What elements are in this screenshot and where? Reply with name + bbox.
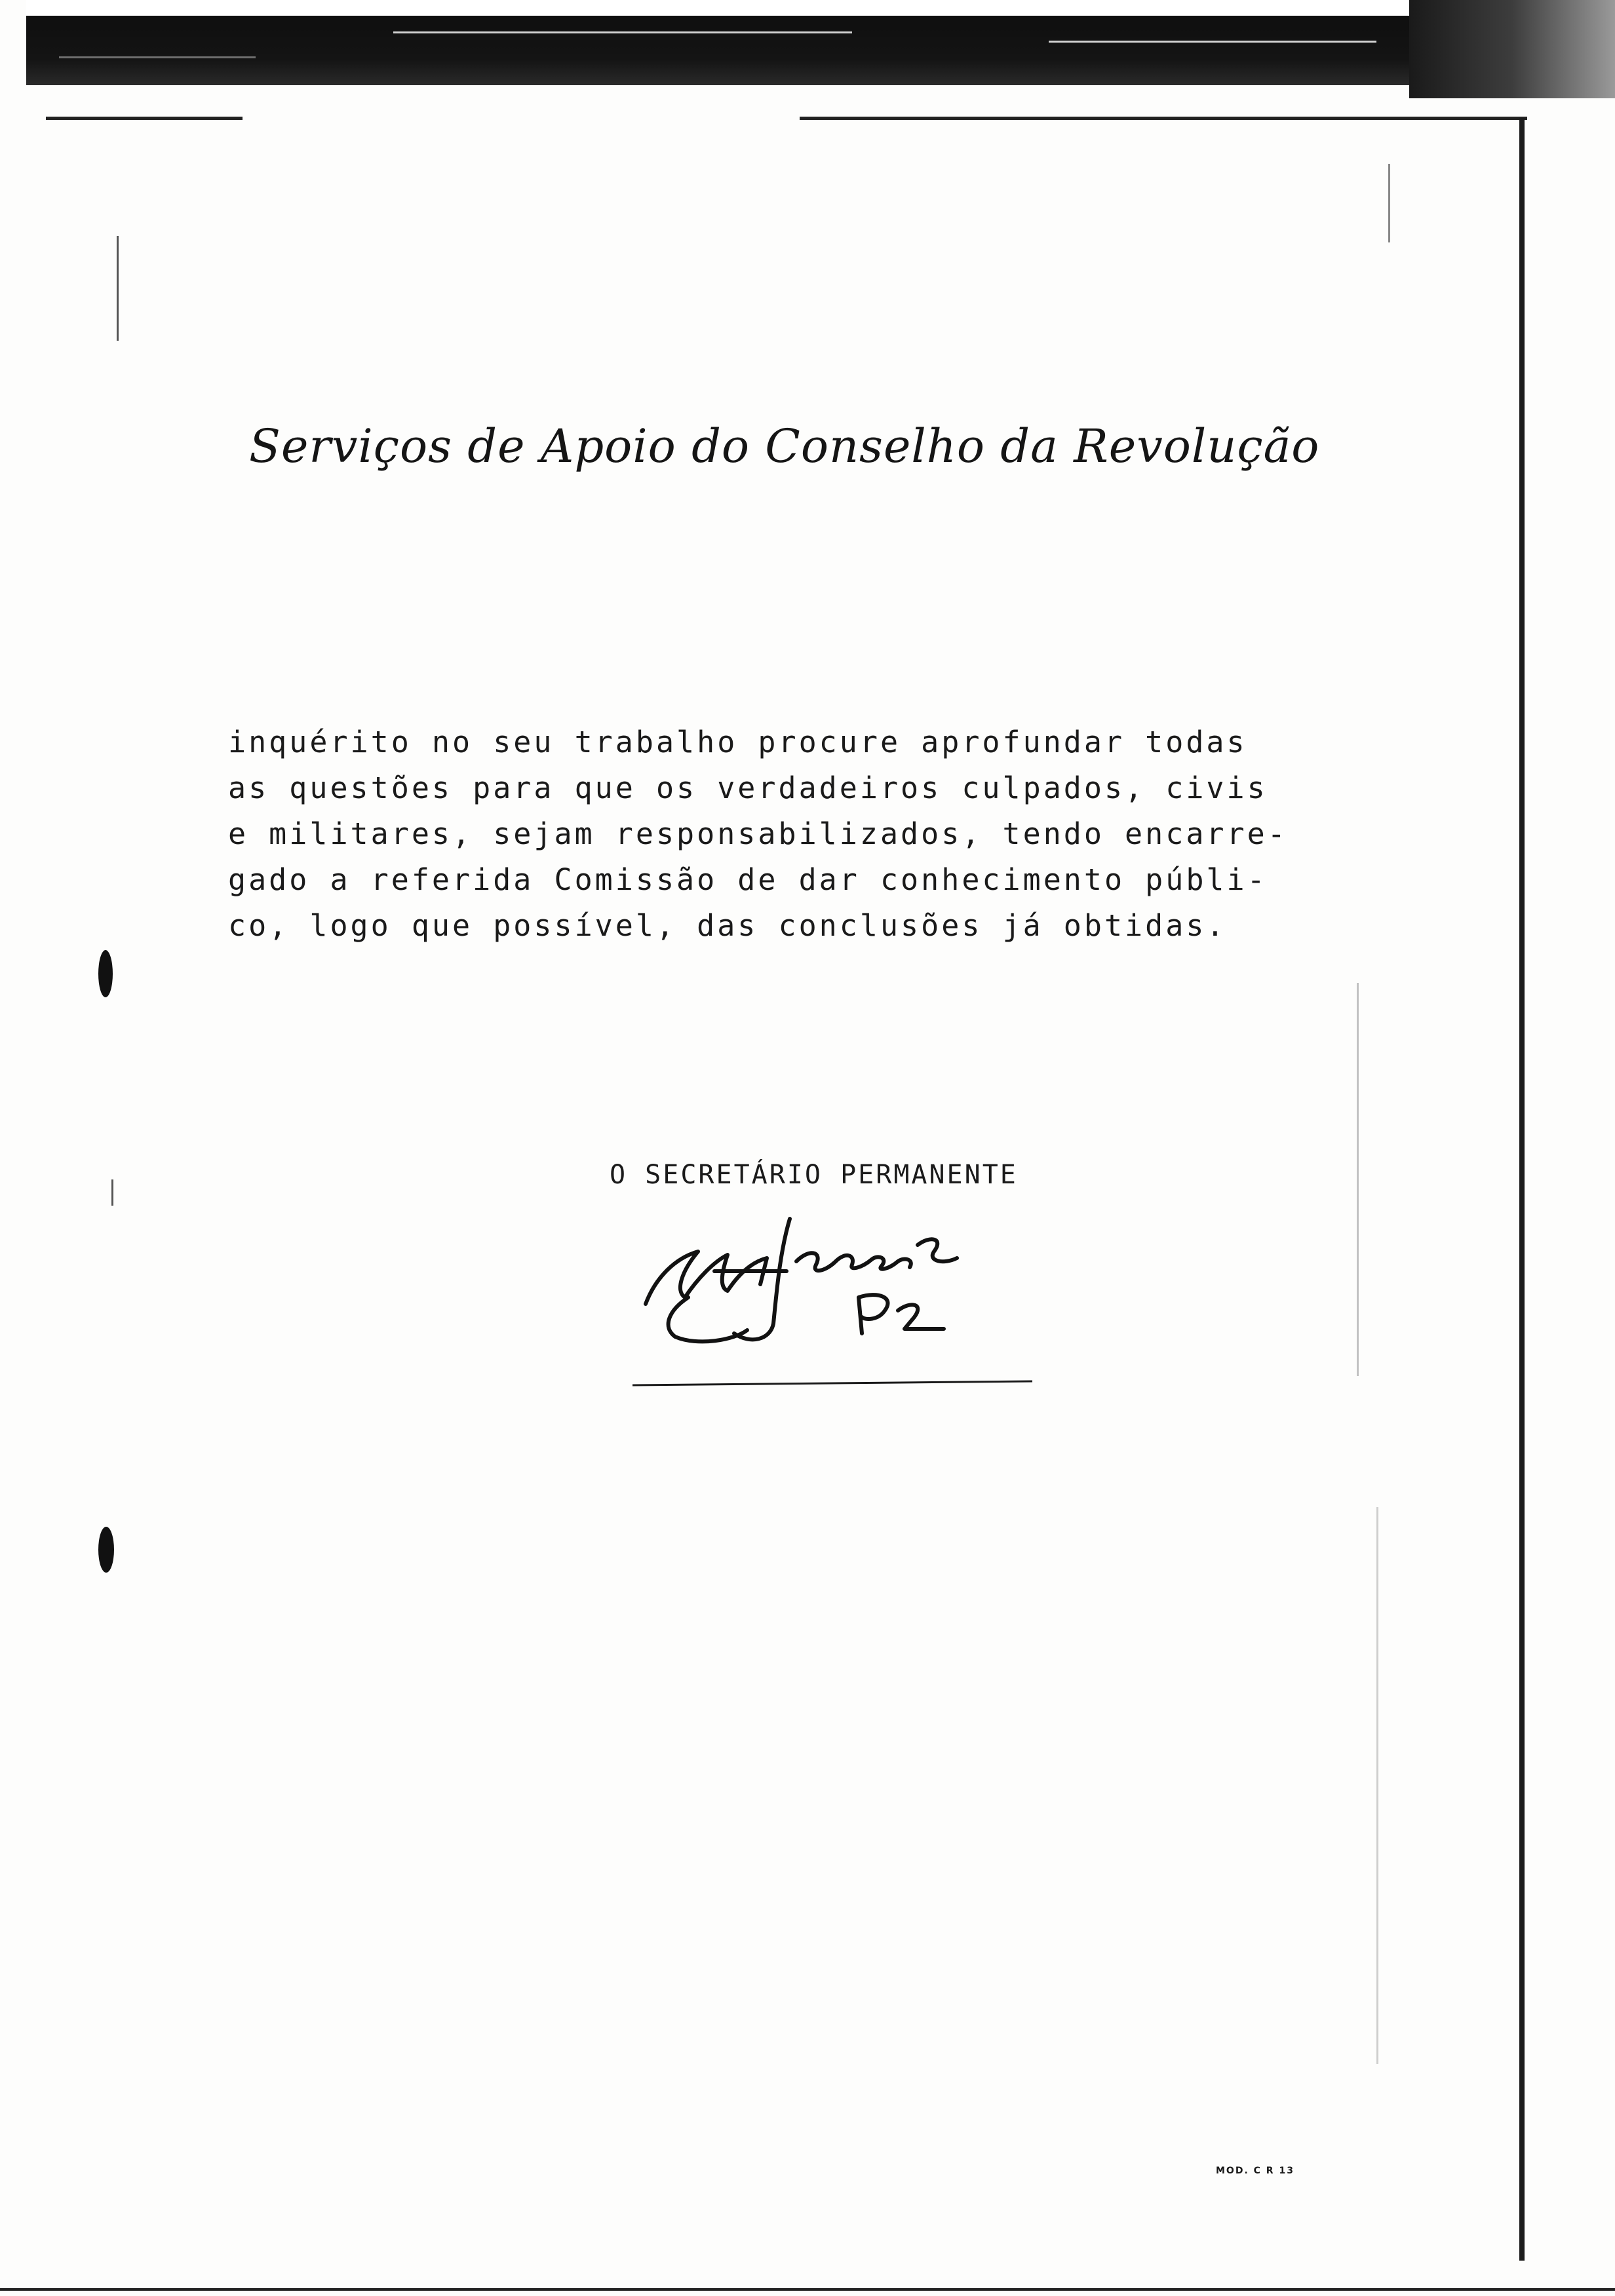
punch-hole-mark xyxy=(98,950,113,997)
page-right-edge xyxy=(1519,118,1525,2261)
scan-edge-line xyxy=(1357,983,1359,1376)
body-line: e militares, sejam responsabilizados, tendo encarre- xyxy=(228,816,1288,851)
scan-streak xyxy=(393,31,852,33)
scan-streak xyxy=(59,56,256,58)
body-line: as questões para que os verdadeiros culpados, civis xyxy=(228,771,1268,805)
page-bottom-rule xyxy=(0,2288,1615,2291)
margin-dash xyxy=(117,236,119,341)
form-code: MOD. C R 13 xyxy=(1216,2166,1294,2176)
letterhead: Serviços de Apoio do Conselho da Revolução xyxy=(249,419,1320,473)
scan-edge-line xyxy=(1388,164,1390,242)
body-paragraph xyxy=(228,719,1288,949)
scan-edge-line xyxy=(1376,1507,1378,2064)
body-line: gado a referida Comissão de dar conhecimento públi- xyxy=(228,862,1268,897)
signatory-title: O SECRETÁRIO PERMANENTE xyxy=(610,1160,1018,1190)
scan-streak xyxy=(1049,41,1376,43)
body-line: inquérito no seu trabalho procure aprofundar todas xyxy=(228,725,1247,759)
body-line: co, logo que possível, das conclusões já obtidas. xyxy=(228,908,1227,943)
handwritten-signature xyxy=(636,1199,1029,1350)
header-rule-right xyxy=(800,117,1527,120)
header-rule-left xyxy=(46,117,243,120)
signature-rule xyxy=(632,1380,1032,1387)
scan-band-shade xyxy=(1409,0,1615,98)
scan-band-gap xyxy=(26,0,1615,16)
margin-dash xyxy=(111,1179,113,1206)
punch-hole-mark xyxy=(98,1527,114,1573)
